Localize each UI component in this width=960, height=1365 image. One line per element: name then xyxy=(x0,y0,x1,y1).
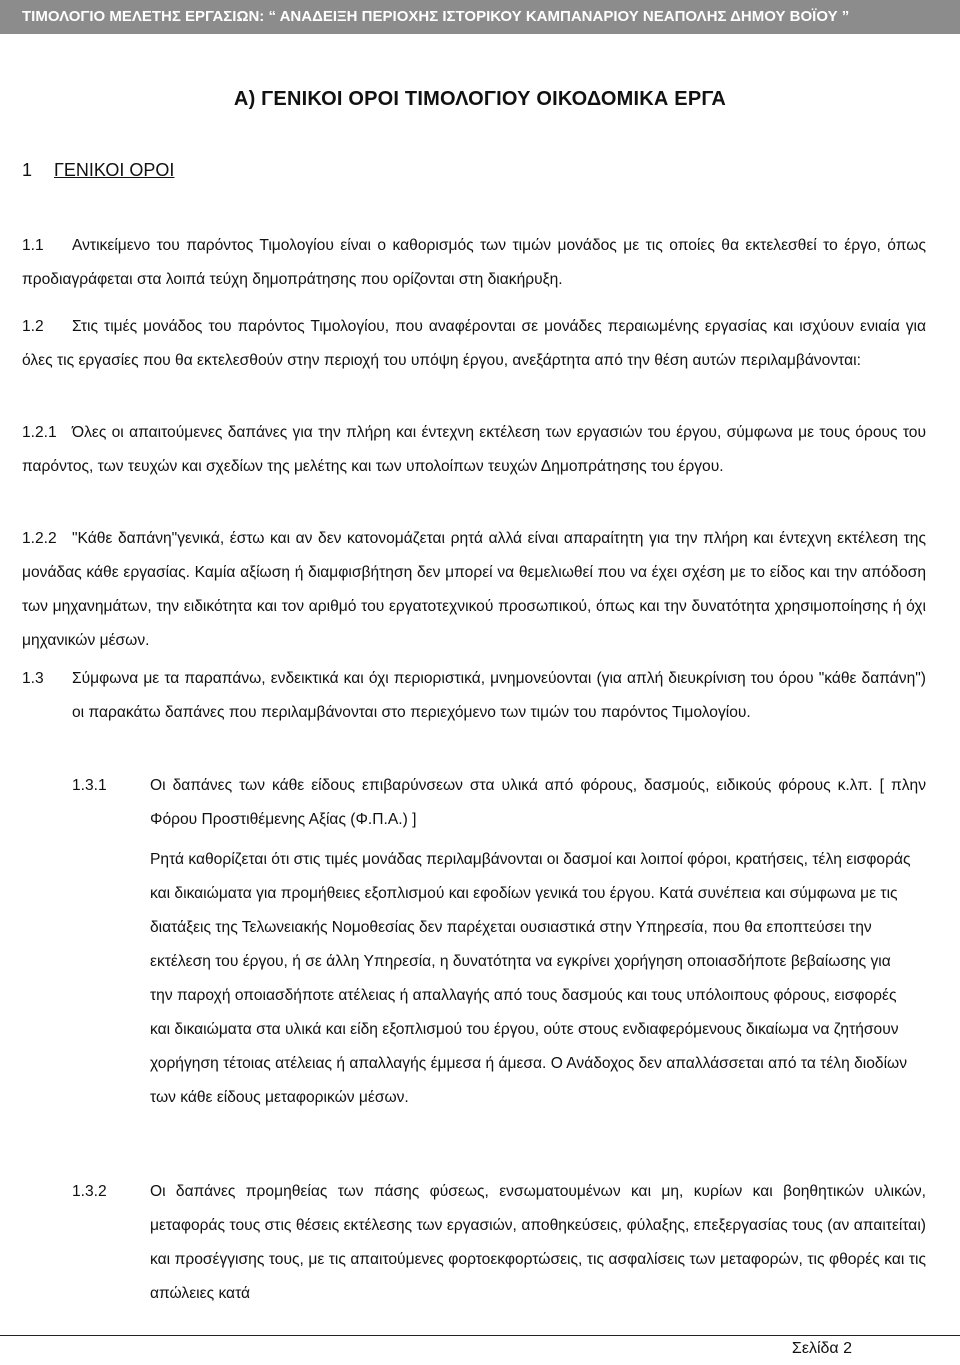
paragraph-1-3-1-continued xyxy=(150,843,916,1115)
paragraph-1-2-1 xyxy=(22,416,926,484)
section-label: ΓΕΝΙΚΟΙ ΟΡΟΙ xyxy=(54,160,175,180)
section-heading xyxy=(22,160,174,181)
paragraph-number: 1.1 xyxy=(22,237,44,254)
paragraph-number: 1.2 xyxy=(22,318,44,335)
paragraph-text: Σύμφωνα με τα παραπάνω, ενδεικτικά και όχι περιοριστικά, μνημονεύονται (για απλή διευκρίνιση του όρου "κάθε δαπάνη") οι παρακάτω δαπάνες που περιλαμβάνονται στο περιεχόμενο των τιμών του παρόντος Τιμολογίου. xyxy=(72,670,926,721)
paragraph-text: Οι δαπάνες των κάθε είδους επιβαρύνσεων στα υλικά από φόρους, δασμούς, ειδικούς φόρους κ.λπ. [ πλην Φόρου Προστιθέμενης Αξίας (Φ.Π.Α.) ] xyxy=(150,777,926,828)
paragraph-text: "Κάθε δαπάνη"γενικά, έστω και αν δεν κατονομάζεται ρητά αλλά είναι απαραίτητη για την πλήρη και έντεχνη εκτέλεση της μονάδας κάθε εργασίας. Καμία αξίωση ή διαμφισβήτηση δεν μπορεί να θεμελιωθεί που να έχει σχέση με το είδος και την απόδοση των μηχανημάτων, την ειδικότητα και τον αριθμό του εργατοτεχνικού προσωπικού, όπως και την δυνατότητα χρησιμοποίησης ή όχι μηχανικών μέσων. xyxy=(22,530,926,649)
paragraph-text: Στις τιμές μονάδος του παρόντος Τιμολογίου, που αναφέρονται σε μονάδες περαιωμένης εργασίας και ισχύουν ενιαία για όλες τις εργασίες που θα εκτελεσθούν στην περιοχή του υπόψη έργου, ανεξάρτητα από την θέση αυτών περιλαμβάνονται: xyxy=(22,318,926,369)
paragraph-text: Αντικείμενο του παρόντος Τιμολογίου είναι ο καθορισμός των τιμών μονάδος με τις οποίες θα εκτελεσθεί το έργο, όπως προδιαγράφεται στα λοιπά τεύχη δημοπράτησης που ορίζονται στη διακήρυξη. xyxy=(22,237,926,288)
paragraph-number: 1.3 xyxy=(22,670,44,687)
paragraph-number: 1.2.1 xyxy=(22,424,57,441)
paragraph-text: Ρητά καθορίζεται ότι στις τιμές μονάδας περιλαμβάνονται οι δασμοί και λοιποί φόροι, κρατήσεις, τέλη εισφοράς και δικαιώματα για προμήθειες εξοπλισμού και εφοδίων γενικά του έργου. Κατά συνέπεια και σύμφωνα με τις διατάξεις της Τελωνειακής Νομοθεσίας δεν παρέχεται ουσιαστικά στην Υπηρεσία, που θα εποπτεύσει την εκτέλεση του έργου, ή σε άλλη Υπηρεσία, η δυνατότητα να εγκρίνει χορήγηση οποιασδήποτε βεβαίωσης για την παροχή οποιασδήποτε ατέλειας ή απαλλαγής από τους δασμούς και τους υπόλοιπους φόρους, εισφορές και δικαιώματα στα υλικά και είδη εξοπλισμού του έργου, ούτε στους ενδιαφερόμενους δικαίωμα να ζητήσουν χορήγηση τέτοιας ατέλειας ή απαλλαγής έμμεσα ή άμεσα. Ο Ανάδοχος δεν απαλλάσσεται από τα τέλη διοδίων των κάθε είδους μεταφορικών μέσων. xyxy=(150,851,911,1106)
paragraph-text: Οι δαπάνες προμηθείας των πάσης φύσεως, ενσωματουμένων και μη, κυρίων και βοηθητικών υλικών, μεταφοράς τους στις θέσεις εκτέλεσης των εργασιών, αποθηκεύσεις, φύλαξης, επεξεργασίας τους (αν απαιτείται) και προσέγγισης τους, με τις απαιτούμενες φορτοεκφορτώσεις, τις ασφαλίσεις των μεταφορών, τις φθορές και τις απώλειες κατά xyxy=(150,1183,926,1302)
paragraph-1-3 xyxy=(22,662,926,730)
section-number: 1 xyxy=(22,160,33,180)
page-title: Α) ΓΕΝΙΚΟΙ ΟΡΟΙ ΤΙΜΟΛΟΓΙΟΥ ΟΙΚΟΔΟΜΙΚΑ ΕΡΓΑ xyxy=(233,88,727,110)
paragraph-1-2-2 xyxy=(22,522,926,658)
paragraph-1-2 xyxy=(22,310,926,378)
paragraph-number: 1.2.2 xyxy=(22,530,57,547)
paragraph-number: 1.3.2 xyxy=(72,1183,107,1200)
paragraph-1-1 xyxy=(22,229,926,297)
paragraph-number: 1.3.1 xyxy=(72,777,107,794)
paragraph-text: Όλες οι απαιτούμενες δαπάνες για την πλήρη και έντεχνη εκτέλεση των εργασιών του έργου, σύμφωνα με τους όρους του παρόντος, των τευχών και σχεδίων της μελέτης και των υπολοίπων τευχών Δημοπράτησης του έργου. xyxy=(22,424,926,475)
paragraph-1-3-2 xyxy=(72,1175,926,1311)
paragraph-1-3-1 xyxy=(72,769,926,837)
page-number: Σελίδα 2 xyxy=(791,1340,852,1357)
running-header: ΤΙΜΟΛΟΓΙΟ ΜΕΛΕΤΗΣ ΕΡΓΑΣΙΩΝ: “ ΑΝΑΔΕΙΞΗ ΠΕΡΙΟΧΗΣ ΙΣΤΟΡΙΚΟΥ ΚΑΜΠΑΝΑΡΙΟΥ ΝΕΑΠΟΛΗΣ ΔΗΜΟΥ ΒΟΪΟΥ ” xyxy=(0,0,960,34)
page-footer xyxy=(0,1335,960,1365)
